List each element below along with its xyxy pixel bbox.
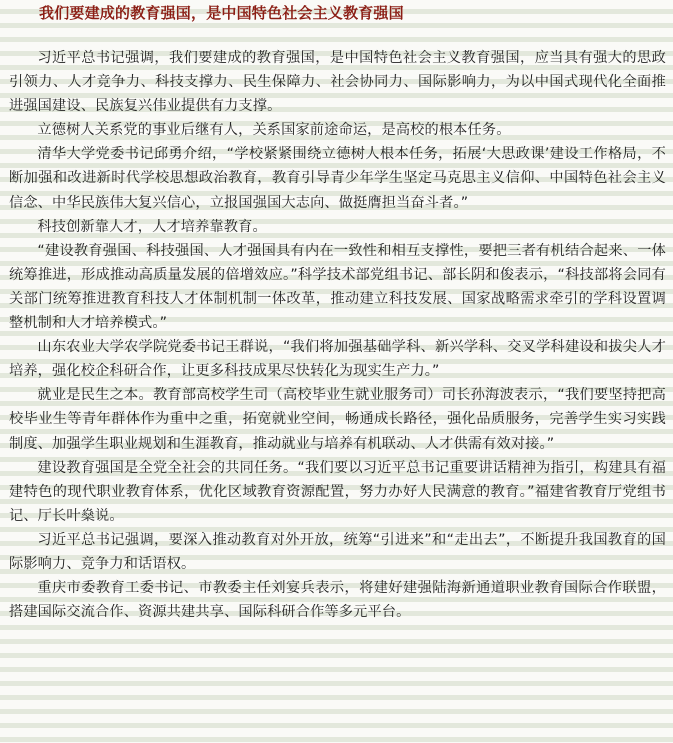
paragraph: 立德树人关系党的事业后继有人，关系国家前途命运，是高校的根本任务。	[37, 122, 511, 139]
paragraph: 科技创新靠人才，人才培养靠教育。	[37, 218, 267, 235]
article-body	[9, 46, 666, 624]
paragraph: 建设教育强国是全党全社会的共同任务。“我们要以习近平总书记重要讲话精神为指引，构建具有福建特色的现代职业教育体系，优化区域教育资源配置，努力办好人民满意的教育。”福建省教育厅党组书记、厅长叶燊说。	[9, 459, 666, 524]
article-headline: 我们要建成的教育强国，是中国特色社会主义教育强国	[39, 4, 404, 22]
paragraph: 重庆市委教育工委书记、市教委主任刘宴兵表示，将建好建强陆海新通道职业教育国际合作联盟，搭建国际交流合作、资源共建共享、国际科研合作等多元平台。	[9, 580, 666, 621]
paragraph: 就业是民生之本。教育部高校学生司（高校毕业生就业服务司）司长孙海波表示，“我们要坚持把高校毕业生等青年群体作为重中之重，拓宽就业空间，畅通成长路径，强化品质服务，完善学生实习实践制度、加强学生职业规划和生涯教育，推动就业与培养有机联动、人才供需有效对接。”	[9, 387, 666, 452]
paragraph: “建设教育强国、科技强国、人才强国具有内在一致性和相互支撑性，要把三者有机结合起来、一体统筹推进，形成推动高质量发展的倍增效应。”科学技术部党组书记、部长阴和俊表示，“科技部将会同有关部门统筹推进教育科技人才体制机制一体改革，推动建立科技发展、国家战略需求牵引的学科设置调整机制和人才培养模式。”	[9, 242, 666, 332]
paragraph: 习近平总书记强调，要深入推动教育对外开放，统筹“引进来”和“走出去”，不断提升我国教育的国际影响力、竞争力和话语权。	[9, 531, 666, 572]
paragraph: 山东农业大学农学院党委书记王群说，“我们将加强基础学科、新兴学科、交叉学科建设和拔尖人才培养，强化校企科研合作，让更多科技成果尽快转化为现实生产力。”	[9, 339, 666, 380]
paragraph: 习近平总书记强调，我们要建成的教育强国，是中国特色社会主义教育强国，应当具有强大的思政引领力、人才竞争力、科技支撑力、民生保障力、社会协同力、国际影响力，为以中国式现代化全面推进强国建设、民族复兴伟业提供有力支撑。	[9, 50, 666, 115]
paragraph: 清华大学党委书记邱勇介绍，“学校紧紧围绕立德树人根本任务，拓展‘大思政课’建设工作格局，不断加强和改进新时代学校思想政治教育，教育引导青少年学生坚定马克思主义信仰、中国特色社会主义信念、中华民族伟大复兴信心，立报国强国大志向、做挺膺担当奋斗者。”	[9, 146, 666, 211]
